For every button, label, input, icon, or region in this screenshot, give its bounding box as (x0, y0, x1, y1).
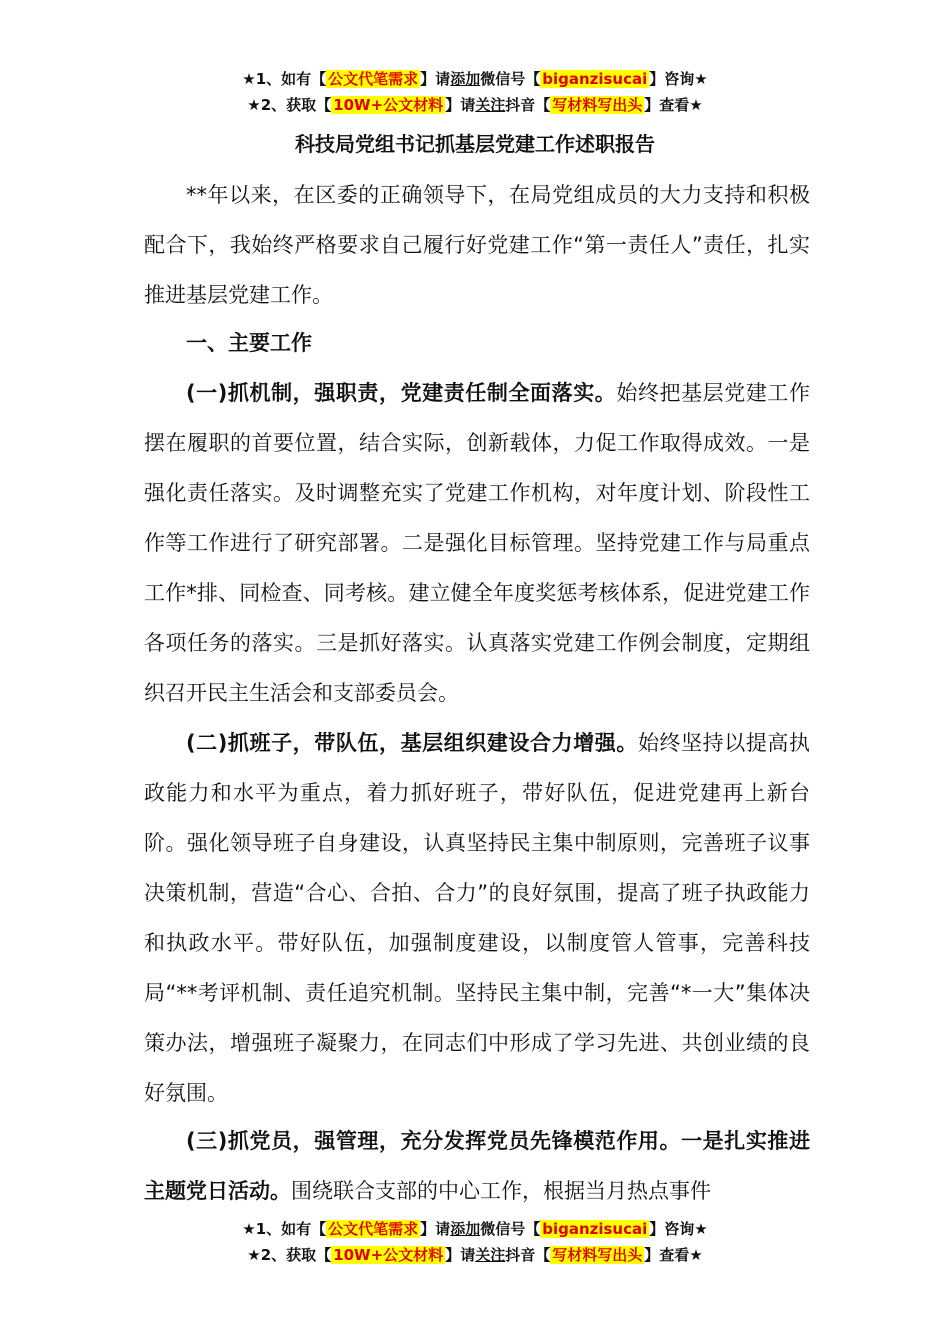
banner-text: 抖音【 (505, 96, 551, 114)
banner-text: 】咨询★ (649, 1220, 708, 1238)
banner-text: 】请 (445, 96, 476, 114)
paragraph-3 (144, 1116, 810, 1216)
banner-text: ★1、如有【 (242, 1220, 327, 1238)
banner-text: 抖音【 (505, 1246, 551, 1264)
footer-banner (0, 1216, 950, 1268)
paragraph-body: 始终把基层党建工作摆在履职的首要位置，结合实际，创新载体，力促工作取得成效。一是强化责任落实。及时调整充实了党建工作机构，对年度计划、阶段性工作等工作进行了研究部署。二是强化目标管理。坚持党建工作与局重点工作*排、同检查、同考核。建立健全年度奖惩考核体系，促进党建工作各项任务的落实。三是抓好落实。认真落实党建工作例会制度，定期组织召开民主生活会和支部委员会。 (144, 381, 810, 705)
banner-underline-text: 关注 (475, 1246, 506, 1264)
banner-text: 】查看★ (644, 1246, 703, 1264)
banner-underline-text: 添加 (450, 1220, 481, 1238)
document-title: 科技局党组书记抓基层党建工作述职报告 (295, 132, 655, 156)
banner-highlight: biganzisucai (542, 1220, 648, 1238)
banner-text: 微信号【 (480, 70, 541, 88)
banner-highlight: 10W+公文材料 (333, 1246, 444, 1264)
banner-text: 】请 (420, 1220, 451, 1238)
heading-text: 一、主要工作 (186, 331, 312, 355)
paragraph-lead: (一)抓机制，强职责，党建责任制全面落实。 (186, 381, 617, 405)
banner-line-2 (0, 1242, 950, 1268)
paragraph-2 (144, 718, 810, 1118)
paragraph-lead: (二)抓班子，带队伍，基层组织建设合力增强。 (186, 731, 638, 755)
banner-highlight: 10W+公文材料 (333, 96, 444, 114)
banner-line-1 (0, 66, 950, 92)
banner-highlight: biganzisucai (542, 70, 648, 88)
paragraph-body: 始终坚持以提高执政能力和水平为重点，着力抓好班子，带好队伍，促进党建再上新台阶。强化领导班子自身建设，认真坚持民主集中制原则，完善班子议事决策机制，营造“合心、合拍、合力”的良好氛围，提高了班子执政能力和执政水平。带好队伍，加强制度建设，以制度管人管事，完善科技局“**考评机制、责任追究机制。坚持民主集中制，完善“*一大”集体决策办法，增强班子凝聚力，在同志们中形成了学习先进、共创业绩的良好氛围。 (144, 731, 810, 1105)
section-heading (144, 318, 810, 368)
paragraph-1 (144, 368, 810, 718)
banner-underline-text: 关注 (475, 96, 506, 114)
banner-text: ★2、获取【 (247, 96, 332, 114)
banner-text: 】请 (420, 70, 451, 88)
paragraph-body: 围绕联合支部的中心工作，根据当月热点事件 (291, 1179, 711, 1203)
paragraph-text: **年以来，在区委的正确领导下，在局党组成员的大力支持和积极配合下，我始终严格要求自己履行好党建工作“第一责任人”责任，扎实推进基层党建工作。 (144, 183, 810, 307)
paragraph-lead: (三)抓党员，强管理，充分发挥党员先锋模范作用。一是扎实推进主题党日活动。 (144, 1129, 810, 1203)
banner-text: ★2、获取【 (247, 1246, 332, 1264)
banner-highlight: 写材料写出头 (552, 1246, 643, 1264)
banner-underline-text: 添加 (450, 70, 481, 88)
banner-highlight: 写材料写出头 (552, 96, 643, 114)
banner-text: 微信号【 (480, 1220, 541, 1238)
intro-paragraph (144, 170, 810, 320)
banner-text: 】咨询★ (649, 70, 708, 88)
banner-line-2 (0, 92, 950, 118)
banner-text: ★1、如有【 (242, 70, 327, 88)
banner-text: 】查看★ (644, 96, 703, 114)
banner-highlight: 公文代笔需求 (328, 1220, 419, 1238)
banner-highlight: 公文代笔需求 (328, 70, 419, 88)
banner-text: 】请 (445, 1246, 476, 1264)
header-banner (0, 66, 950, 118)
banner-line-1 (0, 1216, 950, 1242)
